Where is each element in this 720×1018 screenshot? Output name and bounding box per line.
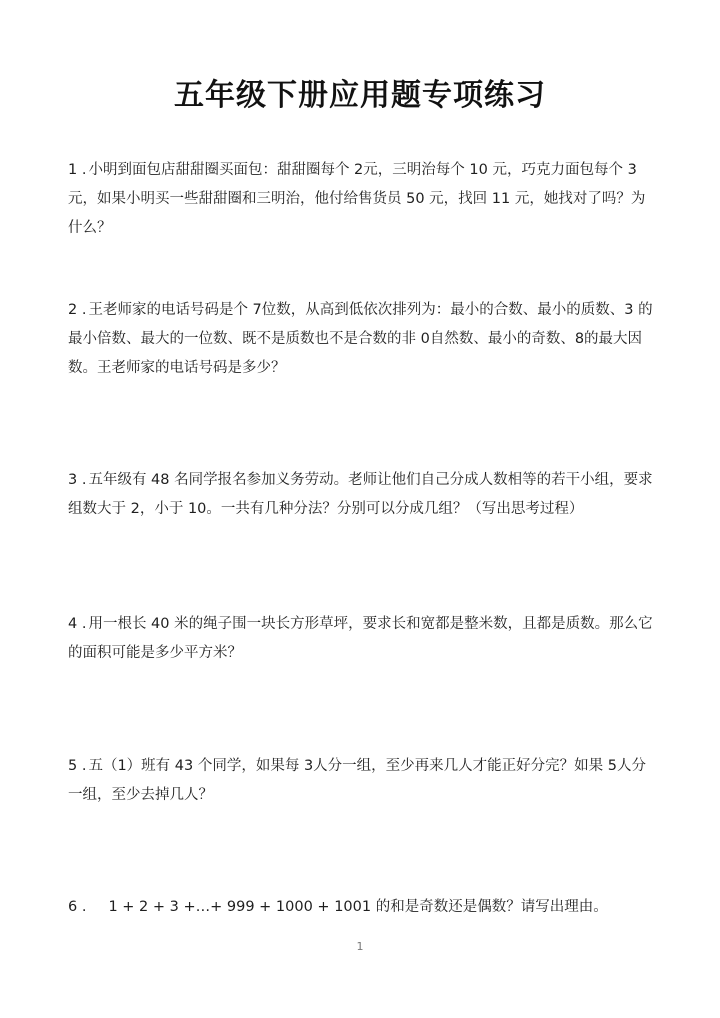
question-text: 小明到面包店甜甜圈买面包：甜甜圈每个 2元，三明治每个 10 元，巧克力面包每个 3 元，如果小明买一些甜甜圈和三明治，他付给售货员 50 元，找回 11 元，她找对了吗？为什么？: [68, 162, 646, 236]
question-text: 用一根长 40 米的绳子围一块长方形草坪，要求长和宽都是整米数，且都是质数。那么它的面积可能是多少平方米？: [68, 616, 653, 661]
question-1: [68, 156, 658, 243]
question-number: 4 .: [68, 616, 87, 632]
question-5: [68, 752, 658, 810]
question-number: 6 .: [68, 899, 87, 915]
question-text: 王老师家的电话号码是个 7位数，从高到低依次排列为：最小的合数、最小的质数、3 的最小倍数、最大的一位数、既不是质数也不是合数的非 0自然数、最小的奇数、8的最大因数。王老师家的电话号码是多少？: [68, 302, 653, 376]
question-6: [68, 893, 658, 922]
question-text: 五年级有 48 名同学报名参加义务劳动。老师让他们自己分成人数相等的若干小组，要求组数大于 2，小于 10。一共有几种分法？分别可以分成几组？（写出思考过程）: [68, 472, 653, 517]
question-number: 2 .: [68, 302, 87, 318]
question-number: 3 .: [68, 472, 87, 488]
page-number: 1: [356, 940, 364, 953]
question-3: [68, 466, 658, 524]
question-number: 5 .: [68, 758, 87, 774]
question-text: 五（1）班有 43 个同学，如果每 3人分一组，至少再来几人才能正好分完？如果 5人分一组，至少去掉几人？: [68, 758, 647, 803]
question-2: [68, 296, 658, 383]
question-4: [68, 610, 658, 668]
question-text: 1 + 2 + 3 +…+ 999 + 1000 + 1001 的和是奇数还是偶数？请写出理由。: [108, 899, 608, 915]
page-title: 五年级下册应用题专项练习: [174, 78, 546, 113]
question-number: 1 .: [68, 162, 87, 178]
